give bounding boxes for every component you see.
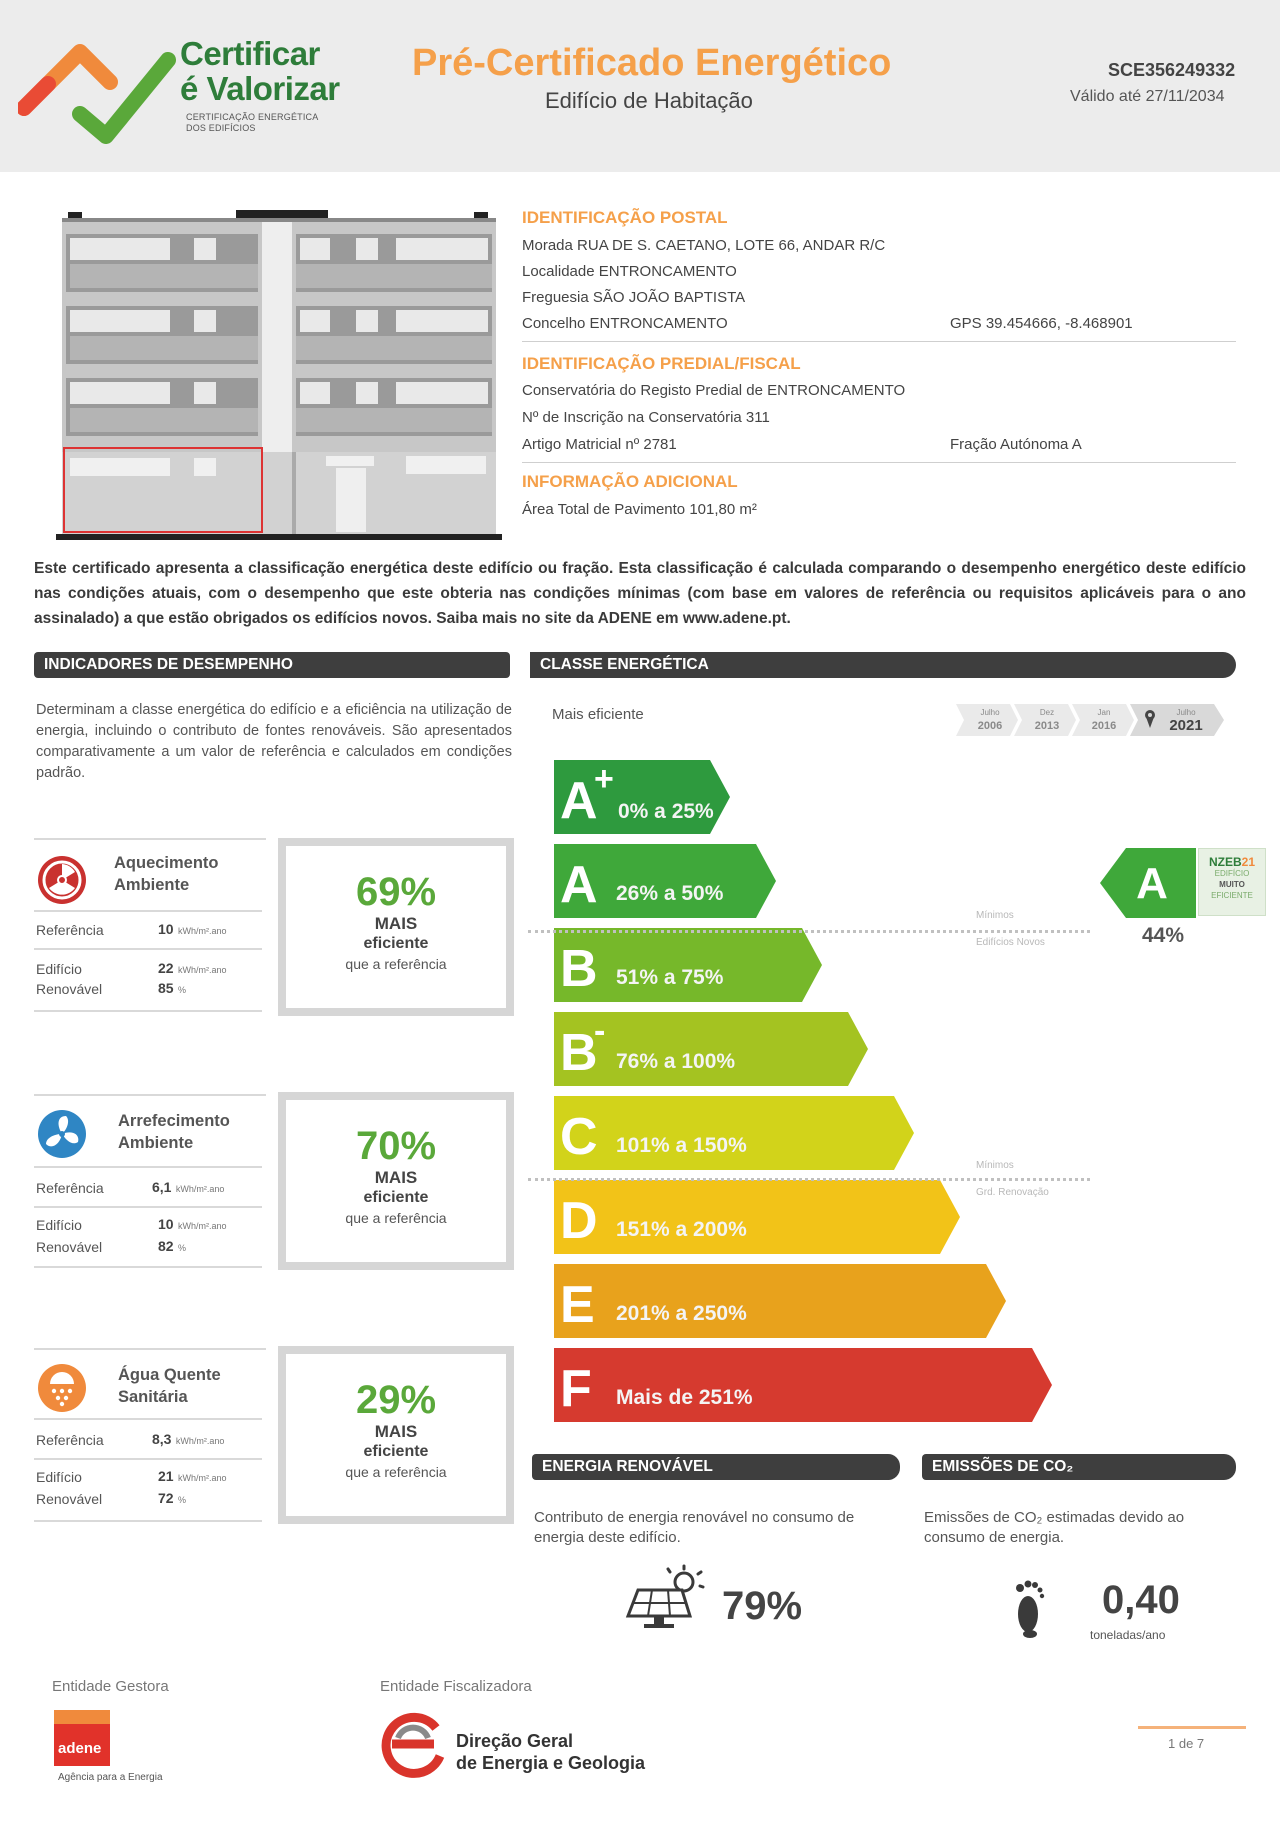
- energy-class-modifier: -: [594, 1012, 606, 1050]
- timeline-month: Julho: [1176, 708, 1196, 717]
- result-class-marker: [1100, 848, 1196, 918]
- regulation-timeline: [956, 702, 1226, 738]
- timeline-year-current: 2021: [1169, 717, 1203, 734]
- indicator-hot-water-name: [118, 1364, 221, 1408]
- efficient-label: eficiente: [363, 935, 429, 952]
- logo-line2: é Valorizar: [180, 70, 340, 107]
- timeline-month: Jan: [1097, 708, 1111, 717]
- nzeb-year: 21: [1241, 855, 1256, 869]
- renewable-description: Contributo de energia renovável no consumo de energia deste edifício.: [534, 1509, 855, 1546]
- divider: [522, 341, 1236, 342]
- energy-class-arrow: [554, 1180, 960, 1254]
- divider: [522, 462, 1236, 463]
- energy-class-arrow: [554, 1264, 1006, 1338]
- logo-sub1: CERTIFICAÇÃO ENERGÉTICA: [186, 112, 319, 122]
- indicators-intro: Determinam a classe energética do edifício e a eficiência na utilização de energia, incluindo o contributo de fontes renováveis. São apresentados comparativamente a um valor de referência e calculados em condições padrão.: [36, 702, 512, 781]
- cooling-renewable-value: [158, 1238, 186, 1256]
- building-facade-image: [56, 208, 502, 540]
- min-new-label-2: Edifícios Novos: [976, 937, 1045, 948]
- energy-class-letter: D: [560, 1192, 598, 1250]
- reference-label: Referência: [36, 1432, 104, 1448]
- cooling-building-value: [158, 1216, 227, 1234]
- indicator-name-line2: Ambiente: [114, 876, 190, 894]
- energy-class-scale: [550, 760, 1070, 1432]
- energy-class-arrow: [554, 1348, 1052, 1422]
- energy-class-modifier: +: [594, 760, 614, 798]
- footprint-icon: [1006, 1574, 1046, 1638]
- energy-class-letter: E: [560, 1276, 595, 1334]
- heating-efficiency-box: [278, 838, 514, 1016]
- energy-class-bar: CLASSE ENERGÉTICA: [530, 652, 1236, 678]
- energy-class-range: 26% a 50%: [616, 882, 724, 905]
- energy-class-letter: A: [560, 772, 598, 830]
- indicator-cooling-name: [118, 1110, 230, 1154]
- adene-logo: [54, 1710, 110, 1766]
- autonomous-fraction: Fração Autónoma A: [950, 436, 1082, 453]
- value: 82: [158, 1238, 174, 1254]
- energy-class-row: [554, 1348, 1052, 1422]
- efficient-label: eficiente: [363, 1443, 429, 1460]
- indicator-name-line1: Arrefecimento: [118, 1112, 230, 1130]
- than-reference-label: que a referência: [345, 1210, 447, 1226]
- value: 10: [158, 921, 174, 937]
- additional-info-title: INFORMAÇÃO ADICIONAL: [522, 472, 738, 491]
- indicator-heating-name: [114, 852, 219, 896]
- energy-class-letter: A: [560, 856, 598, 914]
- energy-class-row: [554, 1096, 914, 1170]
- value: 85: [158, 980, 174, 996]
- efficient-label: eficiente: [363, 1189, 429, 1206]
- than-reference-label: que a referência: [345, 1464, 447, 1480]
- logo-line1: Certificar: [180, 35, 320, 72]
- address: Morada RUA DE S. CAETANO, LOTE 66, ANDAR R/C: [522, 237, 886, 254]
- adene-logo-band: [54, 1710, 110, 1724]
- unit: kWh/m².ano: [175, 1436, 225, 1446]
- solar-panel-icon: [622, 1564, 706, 1632]
- logo-title: [180, 36, 340, 106]
- energy-class-range: Mais de 251%: [616, 1386, 753, 1409]
- energy-class-row: [554, 760, 730, 834]
- energy-class-range: 51% a 75%: [616, 966, 724, 989]
- unit: kWh/m².ano: [175, 1184, 225, 1194]
- indicator-name-line2: Sanitária: [118, 1388, 188, 1406]
- nzeb-line: EDIFÍCIO: [1214, 869, 1250, 878]
- energy-class-row: [554, 928, 822, 1002]
- logo-sub2: DOS EDIFÍCIOS: [186, 123, 256, 133]
- mais-label: MAIS: [374, 1422, 418, 1441]
- reference-label: Referência: [36, 1180, 104, 1196]
- energy-class-row: [554, 1012, 868, 1086]
- min-renovation-label-2: Grd. Renovação: [976, 1187, 1049, 1198]
- energy-class-arrow: [554, 1096, 914, 1170]
- heating-renewable-value: [158, 980, 186, 998]
- adene-logo-text: adene: [58, 1740, 102, 1757]
- divider: [34, 1458, 262, 1460]
- heating-building-value: [158, 960, 227, 978]
- municipality: Concelho ENTRONCAMENTO: [522, 315, 728, 332]
- min-new-buildings-line: [528, 930, 1090, 933]
- timeline-month: Dez: [1039, 708, 1055, 717]
- dgeg-line1: Direção Geral: [456, 1731, 574, 1751]
- indicator-name-line1: Água Quente: [118, 1366, 221, 1384]
- hot-water-efficiency-box: [278, 1346, 514, 1524]
- building-label: Edifício: [36, 1217, 82, 1233]
- hot-water-building-value: [158, 1468, 227, 1486]
- indicator-name-line1: Aquecimento: [114, 854, 219, 872]
- dgeg-line2: de Energia e Geologia: [456, 1753, 646, 1773]
- energy-class-range: 151% a 200%: [616, 1218, 747, 1241]
- cooling-efficiency-percent: 70%: [355, 1124, 437, 1168]
- energy-class-letter: C: [560, 1108, 598, 1166]
- energy-class-range: 0% a 25%: [618, 800, 714, 823]
- min-renovation-label: Mínimos: [976, 1160, 1014, 1171]
- supervisory-entity-label: Entidade Fiscalizadora: [380, 1678, 532, 1695]
- nzeb-badge: [1198, 848, 1266, 916]
- value: 72: [158, 1490, 174, 1506]
- energy-class-range: 76% a 100%: [616, 1050, 736, 1073]
- unit: kWh/m².ano: [178, 1473, 227, 1483]
- locality: Localidade ENTRONCAMENTO: [522, 263, 737, 280]
- unit: %: [178, 1243, 187, 1253]
- heating-efficiency-percent: 69%: [355, 870, 437, 914]
- managing-entity-label: Entidade Gestora: [52, 1678, 169, 1695]
- renewable-energy-bar: ENERGIA RENOVÁVEL: [532, 1454, 900, 1480]
- divider: [34, 910, 262, 912]
- nzeb-line: EFICIENTE: [1211, 891, 1253, 900]
- building-label: Edifício: [36, 961, 82, 977]
- matrix-article: Artigo Matricial nº 2781: [522, 436, 677, 453]
- land-registry: Conservatória do Registo Predial de ENTRONCAMENTO: [522, 382, 906, 399]
- divider: [34, 1094, 266, 1096]
- unit: kWh/m².ano: [178, 965, 227, 975]
- page-number: 1 de 7: [1168, 1736, 1205, 1751]
- value: 10: [158, 1216, 174, 1232]
- divider: [34, 1166, 262, 1168]
- energy-class-row: [554, 1180, 960, 1254]
- mais-label: MAIS: [374, 1168, 418, 1187]
- building-label: Edifício: [36, 1469, 82, 1485]
- indicator-name-line2: Ambiente: [118, 1134, 194, 1152]
- timeline-month: Julho: [980, 708, 1000, 717]
- performance-indicators-bar: INDICADORES DE DESEMPENHO: [34, 652, 510, 678]
- renewable-label: Renovável: [36, 1491, 103, 1507]
- unit: %: [178, 985, 187, 995]
- page-indicator-line: [1138, 1726, 1246, 1729]
- energy-class-range: 201% a 250%: [616, 1302, 747, 1325]
- result-class-letter: A: [1136, 859, 1168, 908]
- energy-class-letter: B: [560, 1024, 598, 1082]
- hot-water-renewable-value: [158, 1490, 186, 1508]
- co2-emissions-bar: EMISSÕES DE CO₂: [922, 1454, 1236, 1480]
- certificate-description: Este certificado apresenta a classificação energética deste edifício ou fração. Esta classificação é calculada comparando o desempenho energético deste edifício nas condições atuais, com o desempenho que este obteria nas condições mínimas (com base em valores de referência ou requisitos aplicáveis para o ano assinalado) a que estão obrigados os edifícios novos. Saiba mais no site da ADENE em www.adene.pt.: [34, 560, 1246, 627]
- energy-class-range: 101% a 150%: [616, 1134, 747, 1157]
- nzeb-label: NZEB: [1208, 855, 1242, 869]
- unit: kWh/m².ano: [178, 926, 227, 936]
- cooling-efficiency-box: [278, 1092, 514, 1270]
- total-floor-area: Área Total de Pavimento 101,80 m²: [522, 501, 757, 518]
- energy-class-letter: B: [560, 940, 598, 998]
- postal-identification-title: IDENTIFICAÇÃO POSTAL: [522, 208, 728, 227]
- valid-until: Válido até 27/11/2034: [1070, 88, 1225, 105]
- divider: [34, 1266, 262, 1268]
- adene-subtitle: Agência para a Energia: [58, 1772, 163, 1783]
- divider: [34, 838, 266, 840]
- divider: [34, 948, 262, 950]
- divider: [34, 1348, 266, 1350]
- more-efficient-label: Mais eficiente: [552, 706, 644, 723]
- certificate-number: SCE356249332: [1108, 60, 1236, 80]
- timeline-year: 2013: [1034, 720, 1060, 732]
- value: 8,3: [152, 1431, 172, 1447]
- shower-icon: [36, 1362, 88, 1414]
- heating-reference-value: [158, 921, 227, 939]
- renewable-label: Renovável: [36, 1239, 103, 1255]
- gps-coordinates: GPS 39.454666, -8.468901: [950, 315, 1133, 332]
- value: 21: [158, 1468, 174, 1484]
- unit: %: [178, 1495, 187, 1505]
- hot-water-efficiency-percent: 29%: [355, 1378, 437, 1422]
- value: 6,1: [152, 1179, 172, 1195]
- co2-unit: toneladas/ano: [1090, 1628, 1166, 1642]
- document-subtitle: Edifício de Habitação: [545, 88, 753, 113]
- result-percent: 44%: [1142, 924, 1185, 947]
- energy-class-letter: F: [560, 1360, 592, 1418]
- divider: [34, 1206, 262, 1208]
- parish: Freguesia SÃO JOÃO BAPTISTA: [522, 289, 746, 306]
- co2-description: Emissões de CO₂ estimadas devido ao consumo de energia.: [924, 1509, 1185, 1546]
- min-new-label: Mínimos: [976, 910, 1014, 921]
- divider: [34, 1520, 262, 1522]
- dgeg-name: [456, 1730, 645, 1774]
- co2-value: 0,40: [1102, 1578, 1180, 1622]
- energy-class-row: [554, 1264, 1006, 1338]
- divider: [34, 1010, 262, 1012]
- renewable-percent: 79%: [722, 1584, 803, 1628]
- divider: [34, 1418, 262, 1420]
- unit: kWh/m².ano: [178, 1221, 227, 1231]
- than-reference-label: que a referência: [345, 956, 447, 972]
- radiator-fan-icon: [36, 854, 88, 906]
- logo-subtitle: [186, 112, 318, 134]
- property-identification-title: IDENTIFICAÇÃO PREDIAL/FISCAL: [522, 354, 801, 373]
- registration-number: Nº de Inscrição na Conservatória 311: [522, 409, 770, 426]
- mais-label: MAIS: [374, 914, 418, 933]
- energy-class-row: [554, 844, 776, 918]
- hot-water-reference-value: [152, 1431, 224, 1449]
- value: 22: [158, 960, 174, 976]
- min-renovation-line: [528, 1178, 1090, 1181]
- nzeb-line: MUITO: [1219, 880, 1245, 889]
- dgeg-logo-icon: [378, 1708, 448, 1778]
- timeline-year: 2016: [1091, 720, 1117, 732]
- certificar-logo-icon: [18, 38, 178, 148]
- document-title: Pré-Certificado Energético: [412, 42, 892, 84]
- fan-icon: [36, 1108, 88, 1160]
- renewable-label: Renovável: [36, 981, 103, 997]
- timeline-year: 2006: [977, 720, 1003, 732]
- cooling-reference-value: [152, 1179, 224, 1197]
- reference-label: Referência: [36, 922, 104, 938]
